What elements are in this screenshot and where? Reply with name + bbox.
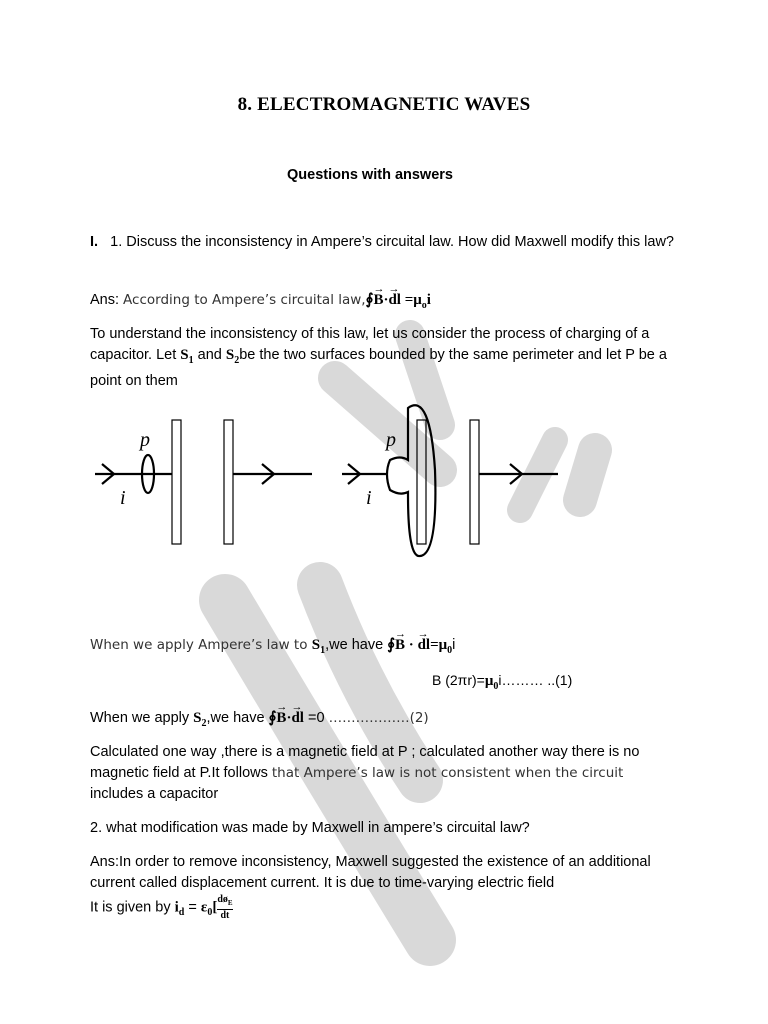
answer-2: Ans:In order to remove inconsistency, Maxwell suggested the existence of an additional current called displacement current. It is due to time-varying electric field It is given by $i_d = \varepsilon_0$[ $\frac{dø_E}{dt}$ [90,854,651,921]
capacitor-figure [90,400,570,570]
capacitor-plate-left-b [224,420,233,544]
amperes-law-formula: ∮→ B·→ dl $=\mu_oi$ [366,292,431,308]
capacitor-plate-left-a [172,420,181,544]
page-subtitle: Questions with answers [287,167,453,183]
answer-1-text: According to Ampere’s circuital law, [123,292,366,308]
label-p-right: p [386,429,396,451]
question-1 [90,232,690,253]
displacement-current-fraction: $\frac{dø_E}{dt}$ [217,894,233,921]
paragraph-understand: To understand the inconsistency of this law, let us consider the process of charging of a capacitor. Let $S_1$ and $S_2be$ the two surfaces bounded by the same perimeter and let P be a point on them [90,326,667,389]
section-number: I. [90,234,99,250]
capacitor-plate-right-b [470,420,479,544]
label-i-right: i [366,487,372,509]
paragraph-calculated: Calculated one way ,there is a magnetic field at P ; calculated another way there is no magnetic field at P.It follows that Ampere’s law is not consistent when the circuit includes a capacitor [90,744,640,802]
surface-s2 [387,405,435,556]
page-title: 8. ELECTROMAGNETIC WAVES [237,94,531,115]
question-2: 2. what modification was made by Maxwell in ampere’s circuital law? [90,820,530,836]
answer-label: Ans: [90,292,120,308]
equation-1: B $(2\pi r)=\mu_0i\dots\dots\dots$ ..(1) [432,672,573,692]
answer-1 [90,290,690,316]
apply-s2-line: When we apply $S_2,we$ have ∮→ B·→ dl =0 ………………(2) [90,708,690,734]
question-1-text: 1. Discuss the inconsistency in Ampere’s circuital law. How did Maxwell modify this law? [110,234,674,250]
label-p-left: p [140,429,150,451]
capacitor-plate-right-a [417,420,426,544]
apply-s1-line: When we apply Ampere’s law to $S_1,we$ have ∮→ B · → $dl=\mu_0i$ [90,635,690,661]
label-i-left: i [120,487,126,509]
